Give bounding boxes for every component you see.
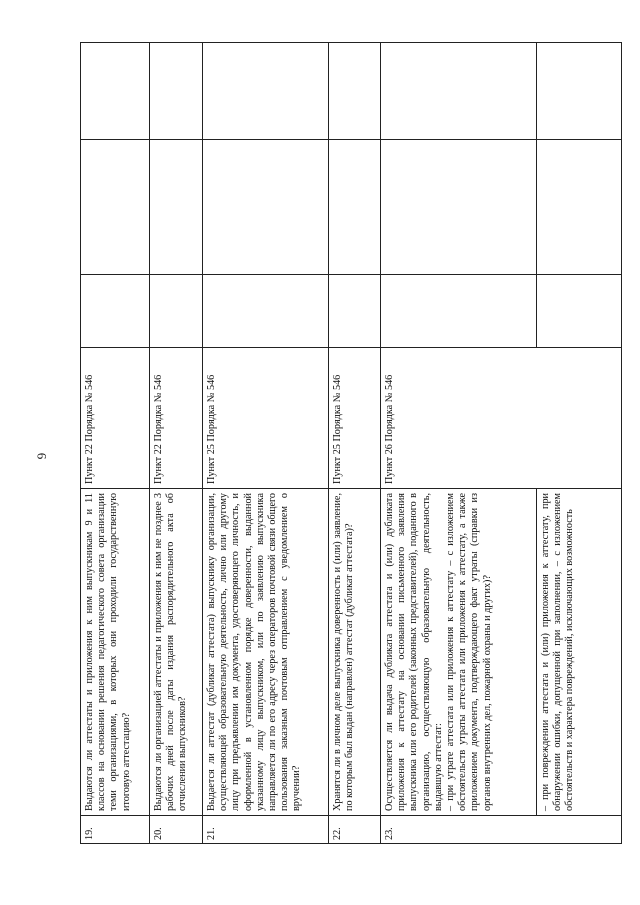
answer-cell-yes bbox=[150, 275, 203, 348]
row-question-intro: Осуществляется ли выдача дубликата аттестата и (или) дубликата приложения к аттестату на основании письменного заявления выпускника или его родителей (законных представителей), поданного в организацию, осуществляющую образовательную деятельность, выдавшую аттестат: bbox=[384, 493, 444, 811]
row-number: 20. bbox=[150, 816, 203, 844]
row-question: Выдается ли аттестат (дубликат аттестата) выпускнику организации, осуществляющей образовательную деятельность, лично или другому лицу при предъявлении им документа, удостоверяющего личность, и оформленной в установленном порядке доверенности, выданной указанному лицу выпускником, или по заявлению выпускника направляется ли по его адресу через операторов почтовой связи общего пользования заказным почтовым отправлением с уведомлением о вручении? bbox=[203, 489, 329, 816]
row-question: Хранятся ли в личном деле выпускника доверенность и (или) заявление, по которым был выдан (направлен) аттестат (дубликат аттестата)? bbox=[329, 489, 381, 816]
notes-cell bbox=[150, 43, 203, 140]
notes-cell bbox=[537, 43, 622, 140]
row-question-sub-loss: – при утрате аттестата или приложения к аттестату – с изложением обстоятельств утраты аттестата или приложения к аттестату, а также приложением документа, подтверждающего факт утраты (справки из органов внутренних дел, пожарной охраны и других)? bbox=[445, 493, 493, 811]
answer-cell-yes bbox=[329, 275, 381, 348]
table-row bbox=[329, 43, 381, 844]
notes-cell bbox=[203, 43, 329, 140]
answer-cell-no bbox=[381, 140, 537, 275]
checklist-table bbox=[80, 42, 622, 844]
answer-cell-yes bbox=[381, 275, 537, 348]
rotated-table-container bbox=[80, 64, 621, 844]
row-reference: Пункт 25 Порядка № 546 bbox=[203, 348, 329, 489]
table-row bbox=[381, 43, 537, 844]
answer-cell-no bbox=[203, 140, 329, 275]
answer-cell-no bbox=[537, 140, 622, 275]
answer-cell-yes bbox=[81, 275, 150, 348]
page-number: 6 bbox=[34, 452, 50, 460]
notes-cell bbox=[329, 43, 381, 140]
row-reference: Пункт 22 Порядка № 546 bbox=[150, 348, 203, 489]
row-reference: Пункт 26 Порядка № 546 bbox=[381, 348, 622, 489]
notes-cell bbox=[81, 43, 150, 140]
row-number: 21. bbox=[203, 816, 329, 844]
table-row bbox=[150, 43, 203, 844]
table-row bbox=[81, 43, 150, 844]
row-number: 22. bbox=[329, 816, 381, 844]
row-reference: Пункт 25 Порядка № 546 bbox=[329, 348, 381, 489]
row-question: Выдаются ли организацией аттестаты и приложения к ним не позднее 3 рабочих дней после даты издания распорядительного акта об отчислении выпускников? bbox=[150, 489, 203, 816]
answer-cell-yes bbox=[537, 275, 622, 348]
table-row bbox=[203, 43, 329, 844]
answer-cell-no bbox=[150, 140, 203, 275]
notes-cell bbox=[381, 43, 537, 140]
row-number: 19. bbox=[81, 816, 150, 844]
row-number: 23. bbox=[381, 816, 622, 844]
checklist-table-box bbox=[80, 64, 621, 844]
answer-cell-yes bbox=[203, 275, 329, 348]
row-question: Выдаются ли аттестаты и приложения к ним выпускникам 9 и 11 классов на основании решения педагогического совета организации теми организациями, в которых они проходили государственную итоговую аттестацию? bbox=[81, 489, 150, 816]
row-question bbox=[381, 489, 537, 816]
answer-cell-no bbox=[81, 140, 150, 275]
answer-cell-no bbox=[329, 140, 381, 275]
row-reference: Пункт 22 Порядка № 546 bbox=[81, 348, 150, 489]
row-question-sub-damage: – при повреждении аттестата и (или) приложения к аттестату, при обнаружении ошибки, допущенной при заполнении, – с изложением обстоятельств и характера повреждений, исключающих возможность bbox=[537, 489, 622, 816]
